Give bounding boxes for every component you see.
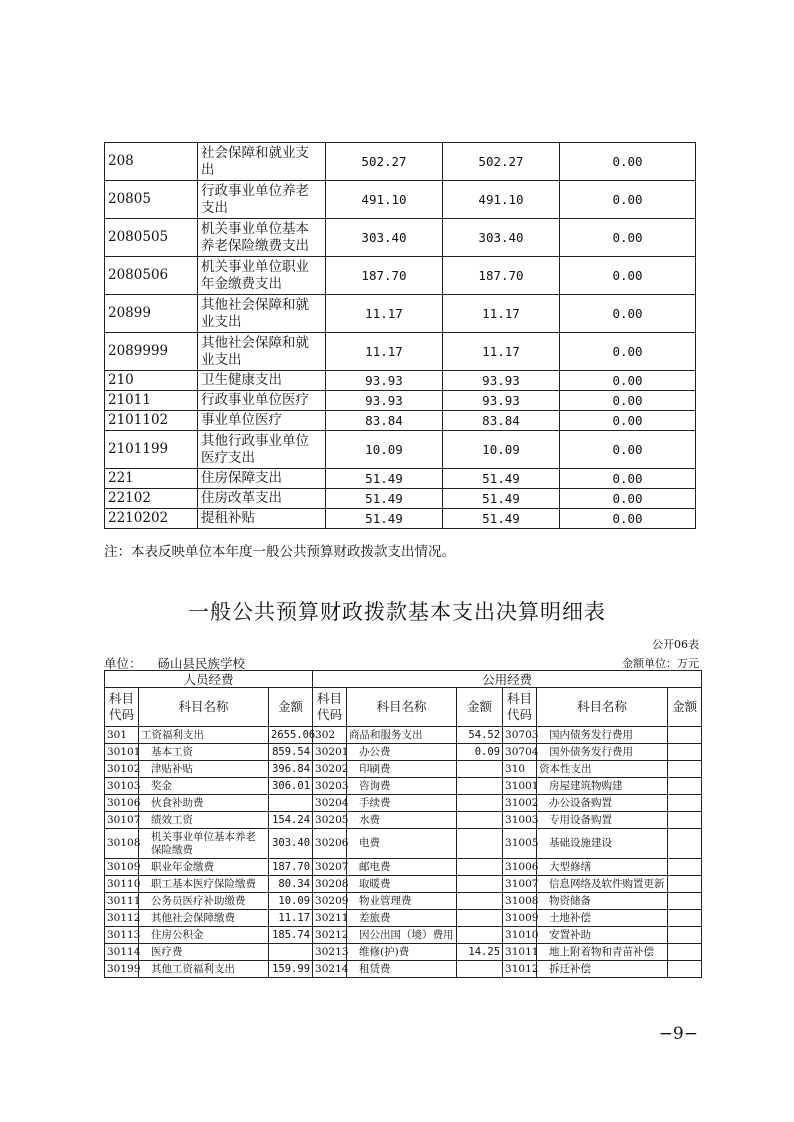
name-personnel: 职业年金缴费 <box>139 859 269 876</box>
code-public-2: 31007 <box>503 876 537 893</box>
row-total: 51.49 <box>326 509 443 529</box>
basic-expenditure-detail-table <box>104 670 702 978</box>
row-code: 21011 <box>105 391 198 411</box>
row-basic: 11.17 <box>443 295 560 333</box>
amount-public <box>457 910 503 927</box>
code-public-2: 31002 <box>503 795 537 812</box>
code-public: 30211 <box>313 910 347 927</box>
code-personnel: 30109 <box>105 859 139 876</box>
amount-public <box>457 859 503 876</box>
amount-personnel: 11.17 <box>269 910 313 927</box>
table-row <box>105 876 702 893</box>
name-personnel: 医疗费 <box>139 944 269 961</box>
table-row <box>105 391 696 411</box>
table-row <box>105 910 702 927</box>
code-public-2: 30703 <box>503 727 537 744</box>
amount-public-2 <box>668 812 702 829</box>
amount-public-2 <box>668 744 702 761</box>
row-code: 20899 <box>105 295 198 333</box>
budget-expenditure-table-body <box>105 143 696 529</box>
code-public-2: 31009 <box>503 910 537 927</box>
row-name: 其他行政事业单位医疗支出 <box>198 431 326 469</box>
row-basic: 93.93 <box>443 371 560 391</box>
code-public: 30204 <box>313 795 347 812</box>
row-basic: 502.27 <box>443 143 560 181</box>
row-name: 住房保障支出 <box>198 469 326 489</box>
group-personnel-header: 人员经费 <box>105 671 313 688</box>
budget-expenditure-table <box>104 142 696 529</box>
amount-public-2 <box>668 761 702 778</box>
table-number: 公开06表 <box>652 638 699 651</box>
table-row <box>105 961 702 978</box>
table-row <box>105 761 702 778</box>
name-public: 办公费 <box>347 744 457 761</box>
code-public-2: 30704 <box>503 744 537 761</box>
col-code-header: 科目代码 <box>503 688 537 727</box>
row-total: 93.93 <box>326 391 443 411</box>
name-public-2: 基础设施建设 <box>537 829 668 859</box>
row-total: 51.49 <box>326 469 443 489</box>
name-public: 商品和服务支出 <box>347 727 457 744</box>
row-name: 社会保障和就业支出 <box>198 143 326 181</box>
row-project: 0.00 <box>560 295 696 333</box>
amount-public-2 <box>668 859 702 876</box>
col-amount-header: 金额 <box>457 688 503 727</box>
row-project: 0.00 <box>560 391 696 411</box>
col-name-header: 科目名称 <box>347 688 457 727</box>
table-row <box>105 795 702 812</box>
code-public: 30213 <box>313 944 347 961</box>
amount-public-2 <box>668 893 702 910</box>
row-project: 0.00 <box>560 469 696 489</box>
row-total: 93.93 <box>326 371 443 391</box>
code-public: 30203 <box>313 778 347 795</box>
code-personnel: 30114 <box>105 944 139 961</box>
name-personnel: 公务员医疗补助缴费 <box>139 893 269 910</box>
row-name: 机关事业单位基本养老保险缴费支出 <box>198 219 326 257</box>
code-personnel: 30101 <box>105 744 139 761</box>
table-row <box>105 509 696 529</box>
page-number: −9− <box>658 1024 698 1044</box>
row-project: 0.00 <box>560 371 696 391</box>
code-public: 30201 <box>313 744 347 761</box>
col-name-header: 科目名称 <box>537 688 668 727</box>
row-name: 提租补贴 <box>198 509 326 529</box>
amount-personnel: 154.24 <box>269 812 313 829</box>
amount-public <box>457 893 503 910</box>
page-title: 一般公共预算财政拨款基本支出决算明细表 <box>188 600 606 624</box>
amount-public-2 <box>668 927 702 944</box>
row-total: 491.10 <box>326 181 443 219</box>
row-total: 502.27 <box>326 143 443 181</box>
column-header-row <box>105 688 702 727</box>
amount-public-2 <box>668 944 702 961</box>
amount-personnel: 303.40 <box>269 829 313 859</box>
row-total: 83.84 <box>326 411 443 431</box>
code-public-2: 31010 <box>503 927 537 944</box>
row-basic: 10.09 <box>443 431 560 469</box>
table-row <box>105 333 696 371</box>
table-row <box>105 812 702 829</box>
name-public-2: 拆迁补偿 <box>537 961 668 978</box>
table-row <box>105 469 696 489</box>
row-name: 其他社会保障和就业支出 <box>198 333 326 371</box>
name-public: 因公出国（境）费用 <box>347 927 457 944</box>
code-public-2: 31005 <box>503 829 537 859</box>
amount-personnel: 859.54 <box>269 744 313 761</box>
code-public-2: 31011 <box>503 944 537 961</box>
table-row <box>105 411 696 431</box>
name-public-2: 地上附着物和青苗补偿 <box>537 944 668 961</box>
name-public-2: 大型修缮 <box>537 859 668 876</box>
row-code: 2101102 <box>105 411 198 431</box>
name-personnel: 伙食补助费 <box>139 795 269 812</box>
amount-personnel: 306.01 <box>269 778 313 795</box>
row-code: 22102 <box>105 489 198 509</box>
code-personnel: 30102 <box>105 761 139 778</box>
amount-personnel: 80.34 <box>269 876 313 893</box>
table-row <box>105 778 702 795</box>
name-public-2: 房屋建筑物购建 <box>537 778 668 795</box>
amount-personnel: 187.70 <box>269 859 313 876</box>
amount-personnel: 396.84 <box>269 761 313 778</box>
row-code: 208 <box>105 143 198 181</box>
name-personnel: 基本工资 <box>139 744 269 761</box>
table-row <box>105 944 702 961</box>
row-name: 机关事业单位职业年金缴费支出 <box>198 257 326 295</box>
name-public-2: 专用设备购置 <box>537 812 668 829</box>
name-public: 租赁费 <box>347 961 457 978</box>
code-personnel: 30110 <box>105 876 139 893</box>
row-name: 卫生健康支出 <box>198 371 326 391</box>
code-public-2: 31006 <box>503 859 537 876</box>
name-public-2: 安置补助 <box>537 927 668 944</box>
name-public: 取暖费 <box>347 876 457 893</box>
group-public-header: 公用经费 <box>313 671 702 688</box>
amount-personnel: 185.74 <box>269 927 313 944</box>
amount-personnel: 159.99 <box>269 961 313 978</box>
name-public-2: 信息网络及软件购置更新 <box>537 876 668 893</box>
table-row <box>105 181 696 219</box>
row-basic: 187.70 <box>443 257 560 295</box>
code-public: 30206 <box>313 829 347 859</box>
amount-personnel <box>269 944 313 961</box>
table-row <box>105 143 696 181</box>
table-row <box>105 859 702 876</box>
amount-public <box>457 812 503 829</box>
amount-public <box>457 761 503 778</box>
code-personnel: 30106 <box>105 795 139 812</box>
name-public: 电费 <box>347 829 457 859</box>
table-row <box>105 893 702 910</box>
row-project: 0.00 <box>560 181 696 219</box>
col-code-header: 科目代码 <box>313 688 347 727</box>
table-row <box>105 727 702 744</box>
amount-public: 14.25 <box>457 944 503 961</box>
code-public-2: 31012 <box>503 961 537 978</box>
row-name: 事业单位医疗 <box>198 411 326 431</box>
row-total: 187.70 <box>326 257 443 295</box>
row-basic: 11.17 <box>443 333 560 371</box>
code-public: 30209 <box>313 893 347 910</box>
row-code: 20805 <box>105 181 198 219</box>
name-public: 手续费 <box>347 795 457 812</box>
row-code: 2089999 <box>105 333 198 371</box>
row-name: 行政事业单位养老支出 <box>198 181 326 219</box>
amount-public-2 <box>668 829 702 859</box>
row-total: 303.40 <box>326 219 443 257</box>
row-project: 0.00 <box>560 509 696 529</box>
name-personnel: 津贴补贴 <box>139 761 269 778</box>
name-personnel: 工资福利支出 <box>139 727 269 744</box>
amount-public-2 <box>668 727 702 744</box>
table-row <box>105 371 696 391</box>
detail-table-header <box>105 671 702 727</box>
name-public-2: 土地补偿 <box>537 910 668 927</box>
row-name: 其他社会保障和就业支出 <box>198 295 326 333</box>
name-public: 印刷费 <box>347 761 457 778</box>
table-row <box>105 489 696 509</box>
row-total: 11.17 <box>326 333 443 371</box>
amount-public <box>457 829 503 859</box>
name-public: 邮电费 <box>347 859 457 876</box>
name-public: 咨询费 <box>347 778 457 795</box>
amount-personnel <box>269 795 313 812</box>
amount-public <box>457 778 503 795</box>
row-project: 0.00 <box>560 219 696 257</box>
row-basic: 83.84 <box>443 411 560 431</box>
table-row <box>105 829 702 859</box>
name-public-2: 物资储备 <box>537 893 668 910</box>
code-public: 30212 <box>313 927 347 944</box>
amount-public <box>457 927 503 944</box>
name-personnel: 其他社会保障缴费 <box>139 910 269 927</box>
code-public-2: 310 <box>503 761 537 778</box>
code-personnel: 30199 <box>105 961 139 978</box>
unit-label: 单位： <box>104 656 142 671</box>
row-total: 51.49 <box>326 489 443 509</box>
code-personnel: 30111 <box>105 893 139 910</box>
amount-public-2 <box>668 795 702 812</box>
name-public-2: 国内债务发行费用 <box>537 727 668 744</box>
amount-public-2 <box>668 876 702 893</box>
name-personnel: 住房公积金 <box>139 927 269 944</box>
code-public-2: 31003 <box>503 812 537 829</box>
row-project: 0.00 <box>560 333 696 371</box>
name-public: 差旅费 <box>347 910 457 927</box>
code-public: 30208 <box>313 876 347 893</box>
row-project: 0.00 <box>560 411 696 431</box>
code-public-2: 31001 <box>503 778 537 795</box>
table-row <box>105 295 696 333</box>
code-personnel: 30107 <box>105 812 139 829</box>
row-code: 221 <box>105 469 198 489</box>
row-code: 2210202 <box>105 509 198 529</box>
code-personnel: 30103 <box>105 778 139 795</box>
amount-public-2 <box>668 778 702 795</box>
table-row <box>105 219 696 257</box>
code-public: 302 <box>313 727 347 744</box>
row-project: 0.00 <box>560 143 696 181</box>
name-public-2: 国外债务发行费用 <box>537 744 668 761</box>
name-public: 水费 <box>347 812 457 829</box>
name-personnel: 机关事业单位基本养老保险缴费 <box>139 829 269 859</box>
code-public: 30207 <box>313 859 347 876</box>
row-name: 行政事业单位医疗 <box>198 391 326 411</box>
table-row <box>105 744 702 761</box>
row-name: 住房改革支出 <box>198 489 326 509</box>
row-project: 0.00 <box>560 431 696 469</box>
amount-public: 0.09 <box>457 744 503 761</box>
row-total: 10.09 <box>326 431 443 469</box>
code-public: 30214 <box>313 961 347 978</box>
col-code-header: 科目代码 <box>105 688 139 727</box>
code-personnel: 30113 <box>105 927 139 944</box>
code-public: 30202 <box>313 761 347 778</box>
col-name-header: 科目名称 <box>139 688 269 727</box>
amount-public <box>457 961 503 978</box>
amount-unit: 金额单位：万元 <box>622 657 699 670</box>
col-amount-header: 金额 <box>269 688 313 727</box>
code-personnel: 30112 <box>105 910 139 927</box>
row-basic: 303.40 <box>443 219 560 257</box>
table-note: 注：本表反映单位本年度一般公共预算财政拨款支出情况。 <box>104 544 455 560</box>
amount-personnel: 2655.06 <box>269 727 313 744</box>
name-public-2: 办公设备购置 <box>537 795 668 812</box>
detail-table-body <box>105 727 702 978</box>
amount-public <box>457 876 503 893</box>
row-basic: 51.49 <box>443 489 560 509</box>
name-public-2: 资本性支出 <box>537 761 668 778</box>
code-public: 30205 <box>313 812 347 829</box>
table-row <box>105 431 696 469</box>
amount-public <box>457 795 503 812</box>
row-code: 2080506 <box>105 257 198 295</box>
name-public: 维修(护)费 <box>347 944 457 961</box>
unit-name: 砀山县民族学校 <box>157 656 246 671</box>
row-project: 0.00 <box>560 489 696 509</box>
row-basic: 93.93 <box>443 391 560 411</box>
code-public-2: 31008 <box>503 893 537 910</box>
name-public: 物业管理费 <box>347 893 457 910</box>
row-code: 210 <box>105 371 198 391</box>
col-amount-header: 金额 <box>668 688 702 727</box>
row-total: 11.17 <box>326 295 443 333</box>
name-personnel: 其他工资福利支出 <box>139 961 269 978</box>
table-row <box>105 927 702 944</box>
row-project: 0.00 <box>560 257 696 295</box>
row-basic: 51.49 <box>443 469 560 489</box>
row-basic: 491.10 <box>443 181 560 219</box>
code-personnel: 30108 <box>105 829 139 859</box>
row-code: 2101199 <box>105 431 198 469</box>
amount-public-2 <box>668 961 702 978</box>
row-basic: 51.49 <box>443 509 560 529</box>
amount-public-2 <box>668 910 702 927</box>
table-row <box>105 257 696 295</box>
row-code: 2080505 <box>105 219 198 257</box>
name-personnel: 绩效工资 <box>139 812 269 829</box>
group-header-row <box>105 671 702 688</box>
amount-personnel: 10.09 <box>269 893 313 910</box>
name-personnel: 职工基本医疗保险缴费 <box>139 876 269 893</box>
code-personnel: 301 <box>105 727 139 744</box>
amount-public: 54.52 <box>457 727 503 744</box>
name-personnel: 奖金 <box>139 778 269 795</box>
